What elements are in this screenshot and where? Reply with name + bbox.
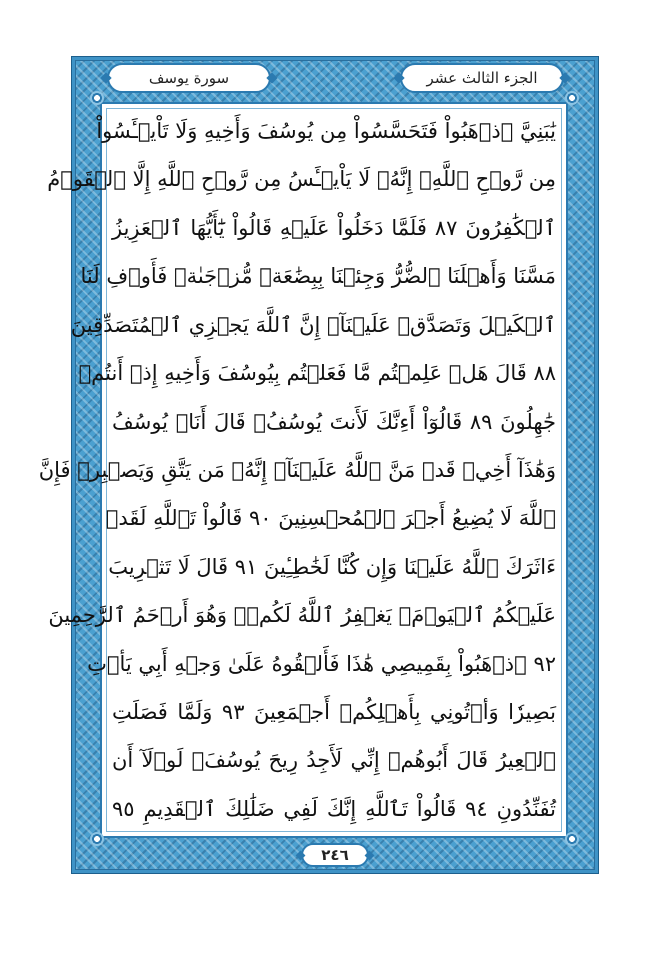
verse-line bbox=[48, 594, 556, 636]
verse-line bbox=[112, 739, 556, 781]
verse-line-text: بَصِيرٗا وَأۡتُونِي بِأَهۡلِكُمۡ أَجۡمَعِينَ ٩٣ وَلَمَّا فَصَلَتِ bbox=[112, 700, 556, 725]
verse-line bbox=[112, 788, 556, 830]
verse-line-text: تُفَنِّدُونِ ٩٤ قَالُواْ تَٱللَّهِ إِنَّكَ لَفِي ضَلَٰلِكَ ٱلۡقَدِيمِ ٩٥ bbox=[112, 796, 556, 821]
corner-flower-icon bbox=[565, 91, 579, 105]
corner-flower-icon bbox=[565, 832, 579, 846]
verse-line bbox=[112, 401, 556, 443]
verse-line bbox=[80, 255, 556, 297]
verse-line bbox=[105, 497, 556, 539]
verse-line-text: جَٰهِلُونَ ٨٩ قَالُوٓاْ أَءِنَّكَ لَأَنتَ يُوسُفُۖ قَالَ أَنَا۠ يُوسُفُ bbox=[112, 409, 556, 434]
verse-line-text: ٩٢ ٱذۡهَبُواْ بِقَمِيصِي هَٰذَا فَأَلۡقُوهُ عَلَىٰ وَجۡهِ أَبِي يَأۡتِ bbox=[87, 651, 556, 676]
verse-line-text: ٱلۡعِيرُ قَالَ أَبُوهُمۡ إِنِّي لَأَجِدُ رِيحَ يُوسُفَۖ لَوۡلَآ أَن bbox=[112, 748, 556, 773]
verse-line-text: عَلَيۡكُمُ ٱلۡيَوۡمَۖ يَغۡفِرُ ٱللَّهُ لَكُمۡۖ وَهُوَ أَرۡحَمُ ٱلرَّٰحِمِينَ bbox=[48, 603, 556, 628]
page-number: ٢٤٦ bbox=[321, 846, 349, 864]
verse-line bbox=[70, 304, 556, 346]
verse-line bbox=[96, 110, 556, 152]
verse-line-text: ٱللَّهَ لَا يُضِيعُ أَجۡرَ ٱلۡمُحۡسِنِينَ ٩٠ قَالُواْ تَٱللَّهِ لَقَدۡ bbox=[105, 506, 556, 531]
verse-line-text: مِن رَّوۡحِ ٱللَّهِۖ إِنَّهُۥ لَا يَاْيۡـَٔسُ مِن رَّوۡحِ ٱللَّهِ إِلَّا ٱلۡقَوۡمُ bbox=[47, 167, 556, 192]
juz-label: الجزء الثالث عشر bbox=[426, 69, 538, 87]
verse-line bbox=[112, 207, 556, 249]
corner-flower-icon bbox=[90, 832, 104, 846]
verse-line-text: وَهَٰذَآ أَخِيۖ قَدۡ مَنَّ ٱللَّهُ عَلَيۡنَآۖ إِنَّهُۥ مَن يَتَّقِ وَيَصۡبِرۡ فَإِنَّ bbox=[38, 457, 556, 482]
verse-line bbox=[78, 352, 556, 394]
verse-line bbox=[47, 158, 556, 200]
surah-label: سورة يوسف bbox=[148, 69, 230, 87]
page-number-cartouche bbox=[301, 843, 369, 867]
verse-line bbox=[112, 691, 556, 733]
verse-lines bbox=[38, 110, 557, 830]
verse-line-text: مَسَّنَا وَأَهۡلَنَا ٱلضُّرُّ وَجِئۡنَا بِبِضَٰعَةٖ مُّزۡجَىٰةٖ فَأَوۡفِ لَنَا bbox=[80, 264, 556, 289]
surah-cartouche bbox=[107, 63, 271, 93]
verse-line bbox=[87, 643, 556, 685]
text-panel bbox=[38, 102, 568, 838]
corner-flower-icon bbox=[90, 91, 104, 105]
verse-line bbox=[38, 449, 556, 491]
verse-line-text: ٱلۡكَٰفِرُونَ ٨٧ فَلَمَّا دَخَلُواْ عَلَيۡهِ قَالُواْ يَٰٓأَيُّهَا ٱلۡعَزِيزُ bbox=[112, 215, 557, 240]
juz-cartouche bbox=[400, 63, 564, 93]
verse-line-text: ٨٨ قَالَ هَلۡ عَلِمۡتُم مَّا فَعَلۡتُم بِيُوسُفَ وَأَخِيهِ إِذۡ أَنتُمۡ bbox=[78, 361, 556, 386]
verse-line-text: يَٰبَنِيَّ ٱذۡهَبُواْ فَتَحَسَّسُواْ مِن يُوسُفَ وَأَخِيهِ وَلَا تَاْيۡـَٔسُواْ bbox=[96, 119, 556, 143]
verse-line bbox=[108, 546, 556, 588]
verse-line-text: ٱلۡكَيۡلَ وَتَصَدَّقۡ عَلَيۡنَآۖ إِنَّ ٱللَّهَ يَجۡزِي ٱلۡمُتَصَدِّقِينَ bbox=[70, 312, 556, 337]
verse-line-text: ءَاثَرَكَ ٱللَّهُ عَلَيۡنَا وَإِن كُنَّا لَخَٰطِـِٔينَ ٩١ قَالَ لَا تَثۡرِيبَ bbox=[108, 554, 556, 579]
